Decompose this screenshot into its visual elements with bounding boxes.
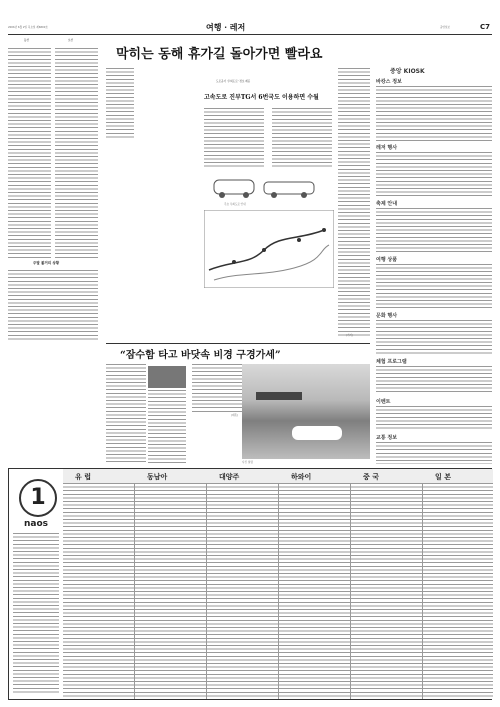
kiosk-text-7 <box>376 406 492 431</box>
kiosk-item-3: 축제 안내 <box>376 201 398 207</box>
ad-column-4 <box>279 483 351 699</box>
main-story <box>106 38 370 343</box>
photo-caption: 사진 설명 <box>242 461 253 464</box>
feature-story <box>106 346 370 466</box>
kiosk-text-4 <box>376 264 492 309</box>
ad-brand-panel <box>9 469 64 699</box>
kiosk-item-6: 체험 프로그램 <box>376 359 407 365</box>
brand-name: naos <box>23 519 49 529</box>
kiosk-text-6 <box>376 366 492 394</box>
kiosk-item-1: 바캉스 정보 <box>376 79 402 85</box>
body-text-2 <box>272 108 332 168</box>
section-title: 여행 · 레저 <box>206 22 246 32</box>
main-kicker: 도로공사 ‘우회도로’ 정보 제공 <box>216 80 251 83</box>
kiosk-text-5 <box>376 320 492 355</box>
sidebar-title: 주말 볼거리 상황 <box>33 261 60 265</box>
left-heading-2: 보산 <box>68 39 74 42</box>
kiosk-item-5: 문화 행사 <box>376 313 398 319</box>
header-date: 2006년 6월 2일 목요일 제6800호 <box>8 26 48 29</box>
feature-text-1 <box>106 364 146 464</box>
kiosk-text-3 <box>376 208 492 253</box>
ad-header-europe: 유 럽 <box>75 473 91 481</box>
ad-header-hawaii: 하와이 <box>291 473 312 481</box>
ad-column-3 <box>207 483 279 699</box>
island <box>256 392 302 400</box>
kiosk-item-8: 교통 정보 <box>376 435 398 441</box>
route-map <box>204 210 334 288</box>
brand-logo-mark: 1 <box>19 479 57 517</box>
ad-header-oceania: 대양주 <box>219 473 240 481</box>
submarine-photo <box>242 364 370 459</box>
section-rule <box>106 343 370 344</box>
kiosk-text-1 <box>376 86 492 141</box>
body-text-3 <box>338 68 370 338</box>
newspaper-name: 중앙일보 <box>440 26 451 29</box>
event-table <box>8 270 98 342</box>
ad-column-1 <box>63 483 135 699</box>
brand-text <box>13 533 59 693</box>
story-intro-text <box>106 68 134 138</box>
car-illustration <box>204 170 334 200</box>
main-subtitle: 고속도로 진부TG서 6번국도 이용하면 수월 <box>204 94 319 101</box>
kiosk-item-4: 여행 상품 <box>376 257 398 263</box>
ad-column-2 <box>135 483 207 699</box>
advertisement <box>8 468 492 700</box>
page-number: C7 <box>480 23 491 31</box>
header-rule <box>8 34 492 35</box>
kiosk-title: 중앙 KIOSK <box>390 68 425 75</box>
ad-header-southeast-asia: 동남아 <box>147 473 168 481</box>
tide-table-1 <box>8 48 51 258</box>
ad-header-china: 중 국 <box>363 473 379 481</box>
ad-header-japan: 일 본 <box>435 473 451 481</box>
left-heading-1: 동산 <box>24 39 30 42</box>
submarine <box>292 426 342 440</box>
inset-photo <box>148 366 186 388</box>
kiosk-item-2: 레저 행사 <box>376 145 398 151</box>
ad-column-5 <box>351 483 423 699</box>
ad-columns <box>63 483 493 699</box>
ad-header-row <box>63 469 493 484</box>
kiosk-text-2 <box>376 152 492 197</box>
main-headline: 막히는 동해 휴가길 돌아가면 빨라요 <box>116 47 323 62</box>
tide-table-2 <box>55 48 98 258</box>
kiosk-text-8 <box>376 442 492 464</box>
kiosk-sidebar <box>376 38 492 466</box>
page-header <box>8 24 492 33</box>
feature-text-2 <box>148 390 186 464</box>
feature-text-3 <box>192 364 242 414</box>
kiosk-item-7: 이벤트 <box>376 399 391 405</box>
body-text-1 <box>204 108 264 168</box>
main-byline: (기자) <box>346 334 354 337</box>
ad-column-6 <box>423 483 493 699</box>
feature-headline: “잠수함 타고 바닷속 비경 구경가세” <box>120 350 281 361</box>
feature-byline: (제휴) <box>231 414 239 417</box>
left-column <box>8 38 98 343</box>
map-caption: 주요 우회도로 안내 <box>224 203 246 206</box>
